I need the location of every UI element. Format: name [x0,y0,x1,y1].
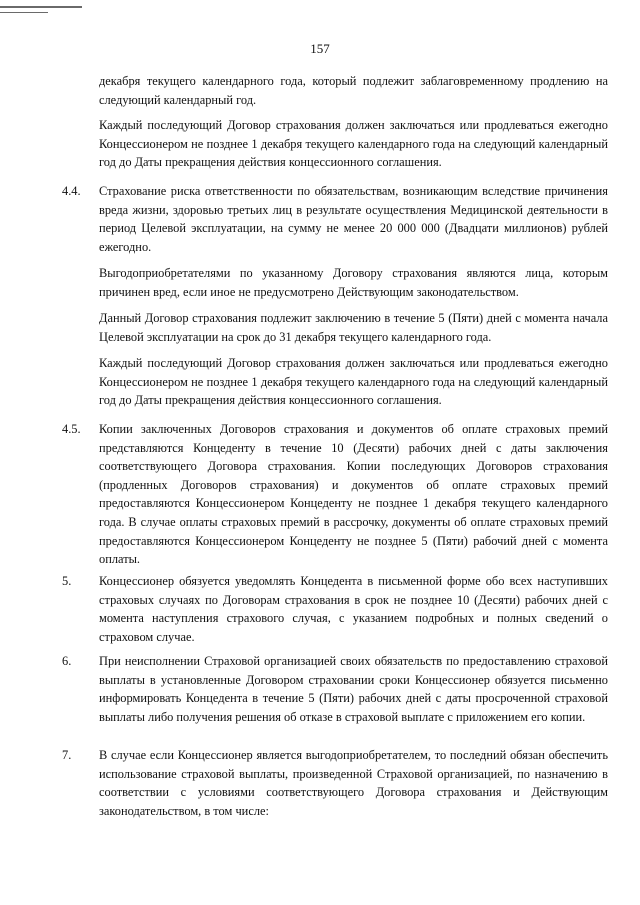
paragraph: Концессионер обязуется уведомлять Концедента в письменной форме обо всех наступивших страховых случаях по Договорам страхования в срок не позднее 10 (Десяти) рабочих дней с момента наступления страхового случая, с указанием подробных и полных сведений о страховом случае. [99,574,608,644]
scan-edge-line [0,12,48,13]
page-number: 157 [310,41,330,56]
paragraph: Выгодоприобретателями по указанному Договору страхования являются лица, которым причинен вред, если иное не предусмотрено Действующим законодательством. [99,266,608,299]
clause-number: 6. [62,654,72,668]
clause-number: 5. [62,574,72,588]
paragraph: Страхование риска ответственности по обязательствам, возникающим вследствие причинения вреда жизни, здоровью третьих лиц в результате осуществления Медицинской деятельности в период Целевой эксплуатации, на сумму не менее 20 000 000 (Двадцати миллионов) рублей ежегодно. [99,184,608,254]
clause-number: 4.5. [62,422,81,436]
paragraph-continuation: декабря текущего календарного года, который подлежит заблаговременному продлению на следующий календарный год. [99,74,608,107]
paragraph: В случае если Концессионер является выгодоприобретателем, то последний обязан обеспечить использование страховой выплаты, произведенной Страховой организацией, по назначению в соответствии с условиями соответствующего Договора страхования и Действующим законодательством, в том числе: [99,748,608,818]
paragraph: Копии заключенных Договоров страхования и документов об оплате страховых премий представляются Концеденту в течение 10 (Десяти) рабочих дней с даты заключения соответствующего Договора страхования. Копии последующих Договоров страхования (продленных Договоров страхования) и документов об оплате страховых премий предоставляются Концессионером Концеденту не позднее 1 декабря текущего календарного года. В случае оплаты страховых премий в рассрочку, документы об оплате страховых премий предоставляются Концессионером Концеденту не позднее 5 (Пяти) рабочий дней с момента оплаты. [99,422,608,567]
paragraph: При неисполнении Страховой организацией своих обязательств по предоставлению страховой выплаты в установленные Договором страховании сроки Концессионер обязуется письменно информировать Концедента в течение 5 (Пяти) рабочих дней с даты просроченной страховой выплаты либо получения решения об отказе в страховой выплате с приложением его копии. [99,654,608,724]
paragraph: Каждый последующий Договор страхования должен заключаться или продлеваться ежегодно Концессионером не позднее 1 декабря текущего календарного года на следующий календарный год до Даты прекращения действия концессионного соглашения. [99,118,608,170]
clause-number: 4.4. [62,184,81,198]
clause-number: 7. [62,748,72,762]
paragraph: Данный Договор страхования подлежит заключению в течение 5 (Пяти) дней с момента начала Целевой эксплуатации на срок до 31 декабря текущего календарного года. [99,311,608,344]
paragraph: Каждый последующий Договор страхования должен заключаться или продлеваться ежегодно Концессионером не позднее 1 декабря текущего календарного года на следующий календарный год до Даты прекращения действия концессионного соглашения. [99,356,608,408]
scan-edge-line [0,6,82,8]
